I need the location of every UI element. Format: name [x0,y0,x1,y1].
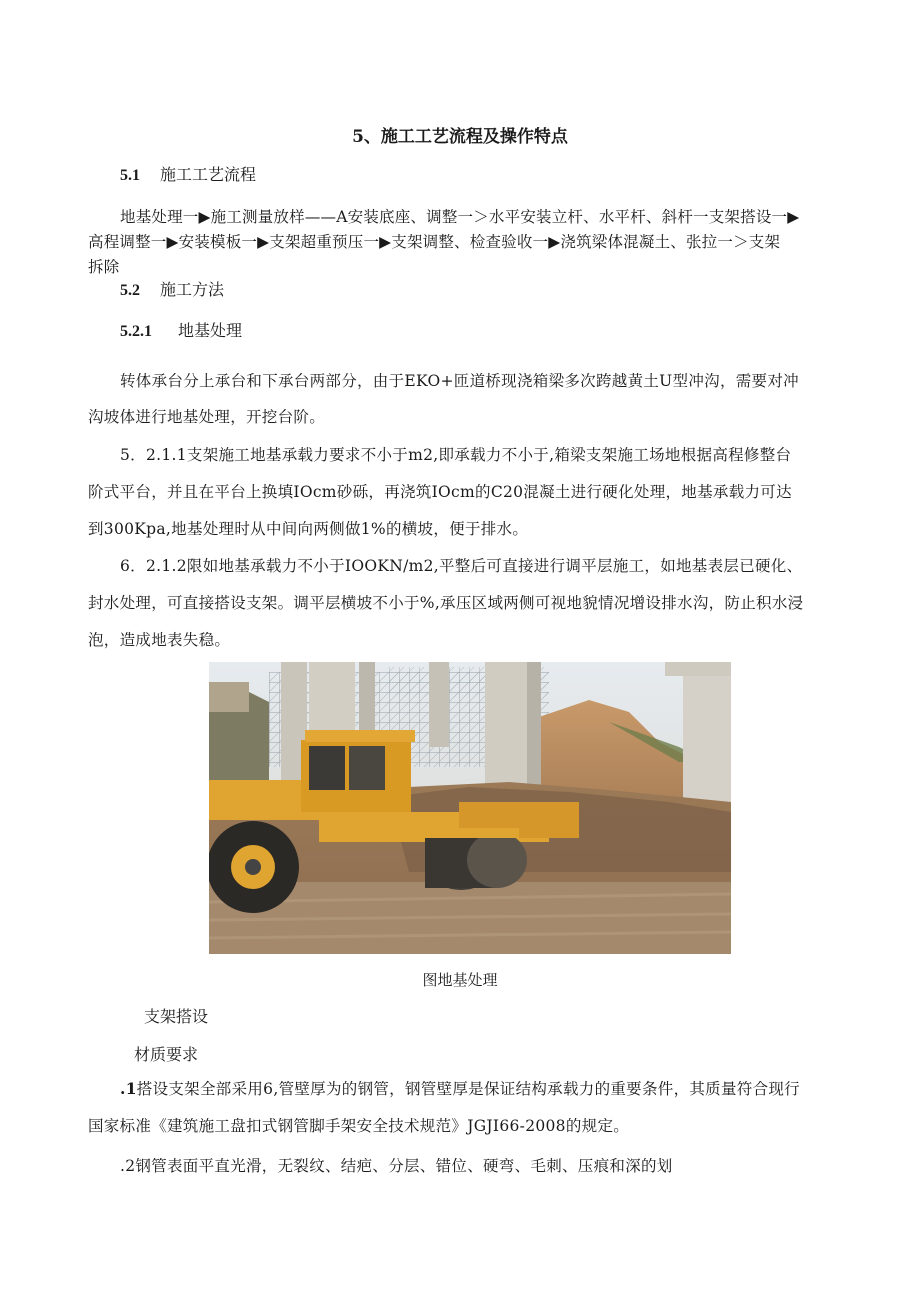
flow-line-3: 拆除 [88,258,120,276]
para3-line-1: 6．2.1.2限如地基承载力不小于IOOKN/m2,平整后可直接进行调平层施工，如地基表层已硬化、 [120,557,803,575]
heading-support: 支架搭设 [144,1007,209,1026]
heading-number: 5.2 [120,282,140,299]
para3-line-2: 封水处理，可直接搭设支架。调平层横坡不小于%,承压区域两侧可视地貌情况增设排水沟，防止积水浸 [88,594,804,612]
flow-line-1: 地基处理一▶施工测量放样——A安装底座、调整一＞水平安装立杆、水平杆、斜杆一支架搭设一▶ [120,208,800,226]
para2-line-1: 5．2.1.1支架施工地基承载力要求不小于m2,即承载力不小于,箱梁支架施工场地根据高程修整台 [120,446,792,464]
item-text: 搭设支架全部采用6,管壁厚为的钢管，钢管壁厚是保证结构承载力的重要条件，其质量符合现行 [136,1080,800,1098]
heading-label: 施工方法 [160,280,225,299]
item1-line-1 [120,1077,800,1099]
para1-line-2: 沟坡体进行地基处理，开挖台阶。 [88,408,326,426]
section-title: 5、施工工艺流程及操作特点 [352,127,568,147]
para1-line-1: 转体承台分上承台和下承台两部分，由于EKO+匝道桥现浇箱梁多次跨越黄土U型冲沟，需要对冲 [120,372,799,390]
para2-line-3: 到300Kpa,地基处理时从中间向两侧做1%的横坡，便于排水。 [88,520,529,538]
heading-5-2 [120,277,224,300]
heading-number: 5.1 [120,167,140,184]
heading-5-2-1 [120,318,242,341]
heading-material: 材质要求 [134,1045,199,1064]
item2-line-1: .2钢管表面平直光滑，无裂纹、结疤、分层、错位、硬弯、毛刺、压痕和深的划 [120,1157,673,1175]
heading-label: 地基处理 [178,321,243,340]
heading-5-1 [120,162,256,185]
flow-line-2: 高程调整一▶安装模板一▶支架超重预压一▶支架调整、检查验收一▶浇筑梁体混凝土、张拉一＞支架 [88,233,781,251]
heading-label: 施工工艺流程 [160,165,257,184]
foundation-photo [209,662,731,954]
para3-line-3: 泡，造成地表失稳。 [88,631,231,649]
heading-number: 5.2.1 [120,323,152,340]
item-number: .1 [120,1079,137,1098]
para2-line-2: 阶式平台，并且在平台上换填IOcm砂砾，再浇筑IOcm的C20混凝土进行硬化处理，地基承载力可达 [88,483,792,501]
photo-caption: 图地基处理 [422,971,498,989]
item1-line-2: 国家标准《建筑施工盘扣式钢管脚手架安全技术规范》JGJI66-2008的规定。 [88,1117,630,1135]
